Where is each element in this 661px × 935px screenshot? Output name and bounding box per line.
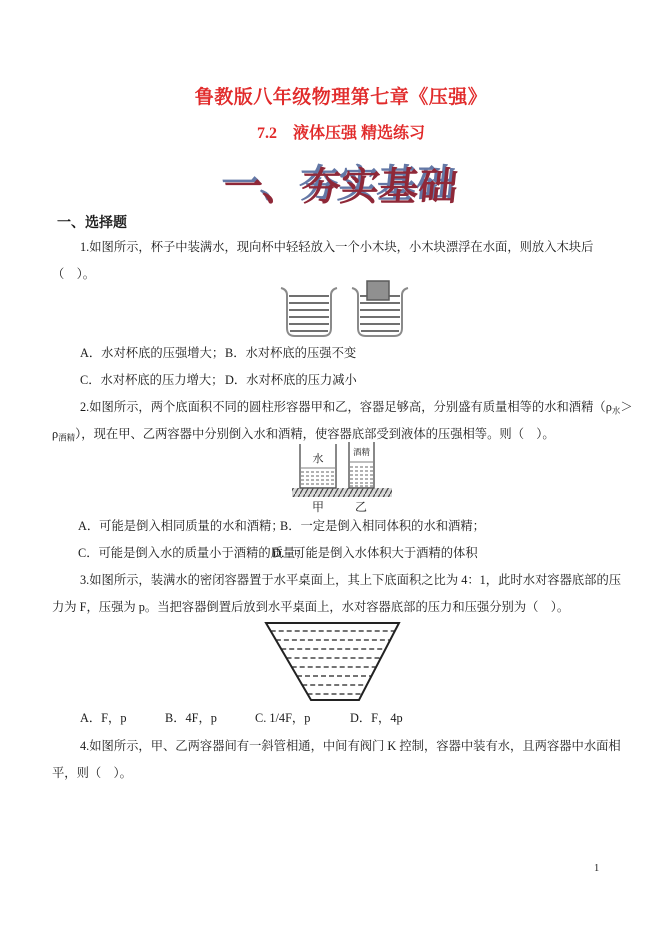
q3-option-b: B．4F，p — [165, 711, 217, 725]
doc-subtitle: 7.2 液体压强 精选练习 — [256, 125, 425, 142]
page-number: 1 — [594, 863, 600, 874]
q2-stem-line2-tail: ），现在甲、乙两容器中分别倒入水和酒精，使容器底部受到液体的压强相等。则（ ）。 — [75, 427, 555, 441]
container-yi — [349, 442, 374, 488]
q2-stem-line1-tail: ＞ — [620, 400, 633, 414]
q3-stem-line2: 力为 F，压强为 p。当把容器倒置后放到水平桌面上，水对容器底部的压力和压强分别为（ ）。 — [52, 600, 570, 614]
q2-option-d: D．可能是倒入水体积大于酒精的体积 — [272, 546, 478, 560]
doc-title: 鲁教版八年级物理第七章《压强》 — [194, 87, 488, 108]
label-water: 水 — [312, 453, 324, 465]
q1-option-a: A．水对杯底的压强增大； — [80, 346, 225, 360]
beaker-left — [281, 288, 337, 336]
q4-stem-line2: 平，则（ ）。 — [52, 766, 132, 780]
q1-option-b: B．水对杯底的压强不变 — [225, 346, 357, 360]
container-jia — [300, 444, 336, 488]
q2-rho-alcohol-subscript: 酒精 — [58, 432, 76, 443]
section-heading: 一、选择题 — [57, 216, 127, 231]
q2-option-a: A．可能是倒入相同质量的水和酒精； — [78, 519, 284, 533]
q2-rho-symbol: ρ — [52, 427, 59, 441]
q3-option-a: A．F，p — [80, 711, 127, 725]
q4-stem-line1: 4.如图所示，甲、乙两容器间有一斜管相通，中间有阀门 K 控制，容器中装有水，且两容器中水面相 — [80, 739, 621, 753]
q1-option-d: D．水对杯底的压力减小 — [225, 373, 357, 387]
wordart-banner: 一、夯实基础 — [221, 166, 460, 209]
floating-block — [367, 281, 389, 300]
q1-option-c: C．水对杯底的压力增大； — [80, 373, 224, 387]
beaker-right — [352, 281, 408, 336]
q2-rho-water-subscript: 水 — [611, 405, 621, 416]
q2-stem-line1 — [80, 399, 633, 420]
q2-stem-line1-text: 2.如图所示，两个底面积不同的圆柱形容器甲和乙，容器足够高，分别盛有质量相等的水和酒精（ρ — [80, 400, 612, 414]
q2-option-b: B．一定是倒入相同体积的水和酒精； — [280, 519, 485, 533]
q1-figure-beakers — [278, 278, 414, 342]
label-alcohol: 酒精 — [352, 447, 371, 457]
q3-option-d: D．F，4p — [350, 711, 403, 725]
q2-figure-containers — [290, 440, 395, 515]
q3-figure-trapezoid-container — [260, 618, 405, 706]
ground-hatch — [292, 488, 392, 497]
label-jia: 甲 — [311, 500, 325, 514]
q3-stem-line1: 3.如图所示，装满水的密闭容器置于水平桌面上，其上下底面积之比为 4：1，此时水对容器底部的压 — [80, 573, 622, 587]
q1-stem-line1: 1.如图所示，杯子中装满水，现向杯中轻轻放入一个小木块，小木块漂浮在水面，则放入木块后 — [80, 240, 594, 254]
q2-option-c: C．可能是倒入水的质量小于酒精的质量； — [78, 546, 308, 560]
label-yi: 乙 — [354, 500, 368, 514]
q3-option-c: C. 1/4F，p — [255, 711, 311, 725]
q1-stem-line2: （ ）。 — [52, 267, 96, 281]
